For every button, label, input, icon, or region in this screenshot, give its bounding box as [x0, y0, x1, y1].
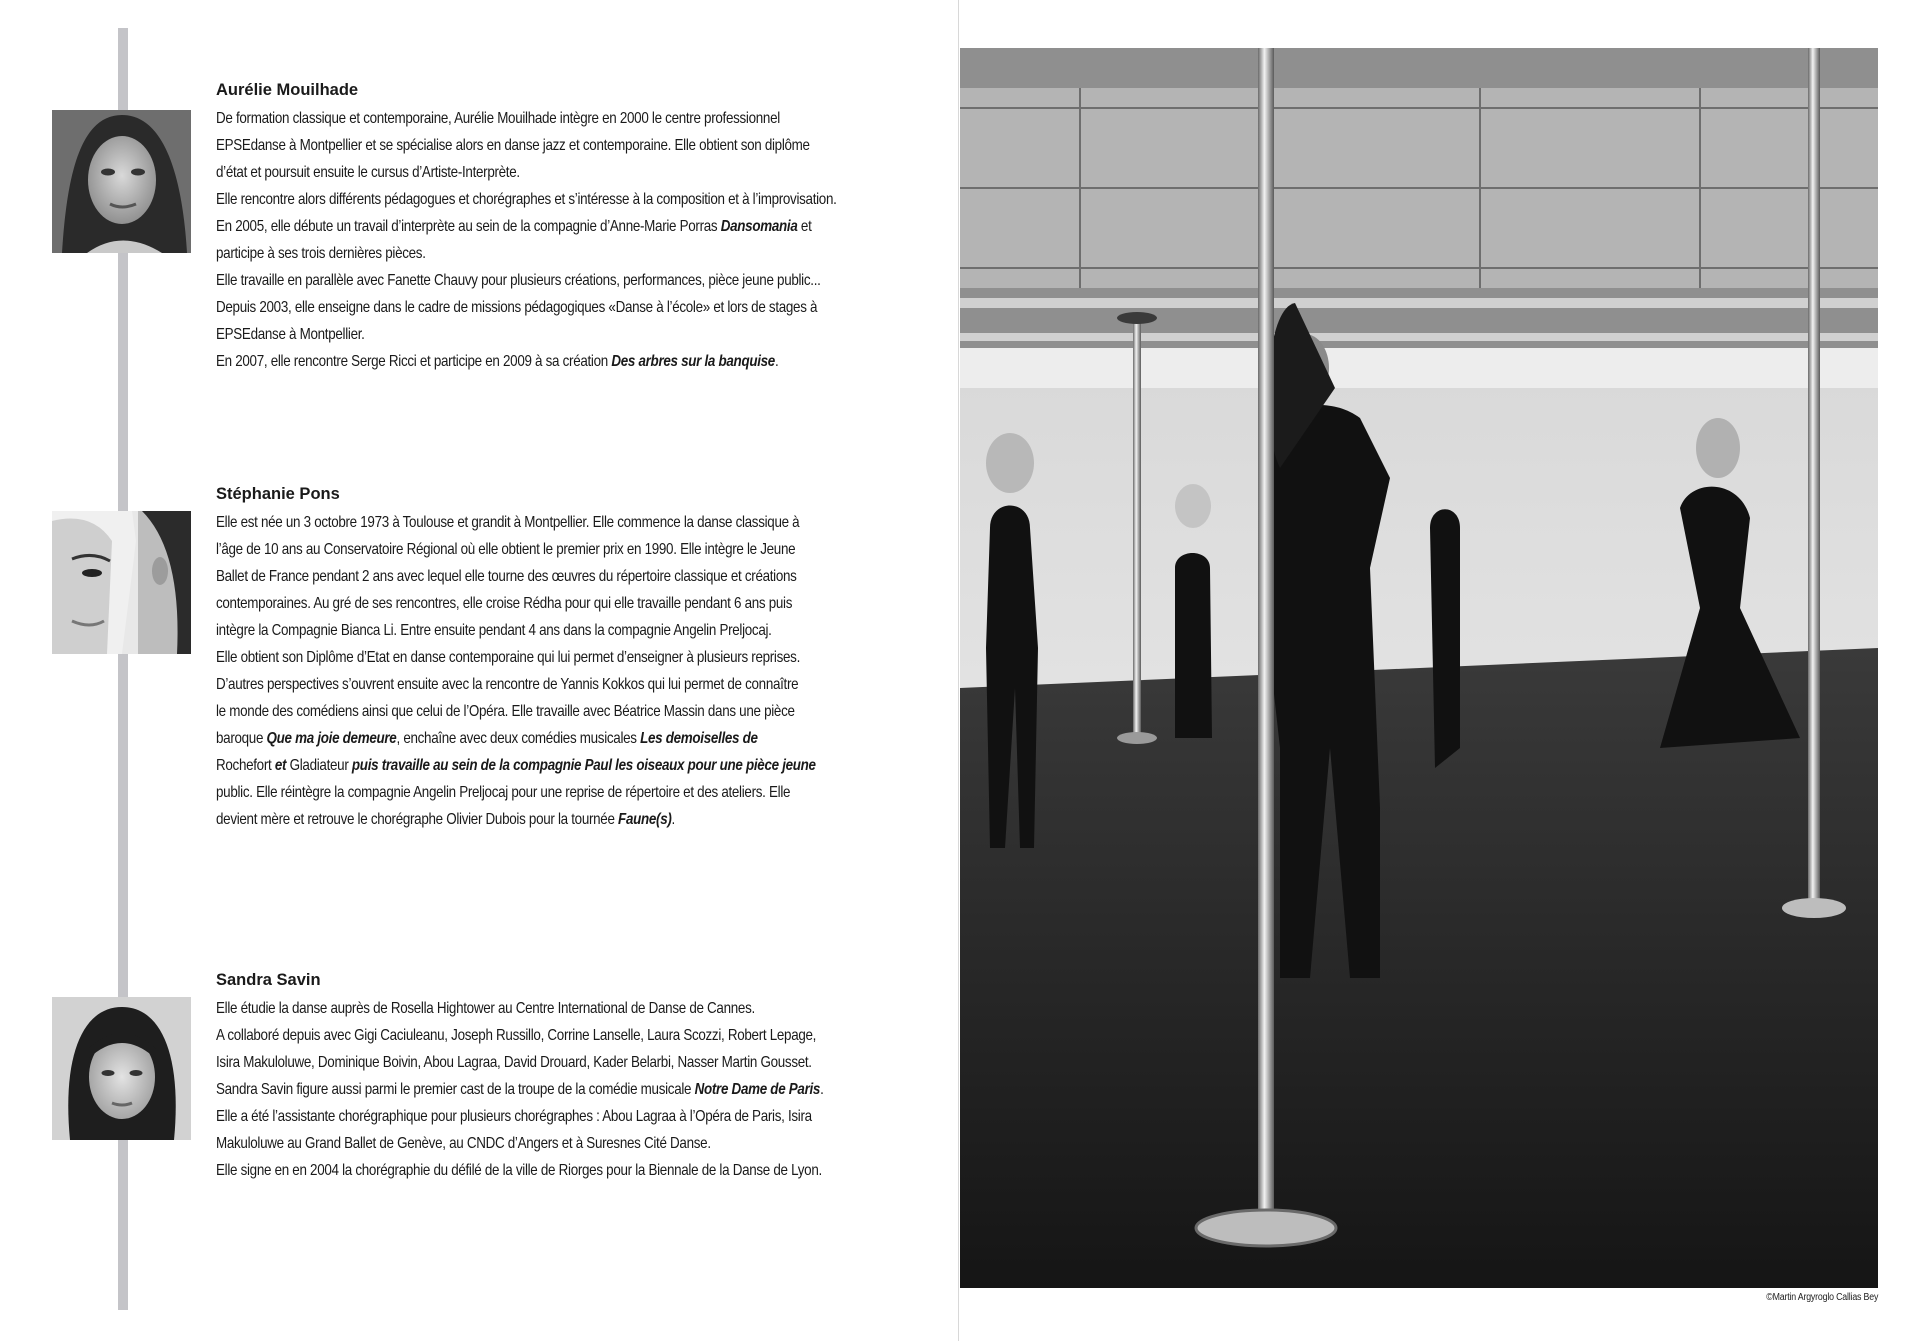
work-title: Dansomania	[720, 218, 798, 235]
portrait-sandra-savin	[52, 997, 191, 1140]
bio-line: Sandra Savin figure aussi parmi le premier cast de la troupe de la comédie musicale Notre Dame de Paris.	[216, 1081, 824, 1098]
bio-line: Makuloluwe au Grand Ballet de Genève, au CNDC d’Angers et à Suresnes Cité Danse.	[216, 1135, 711, 1152]
bio-line: A collaboré depuis avec Gigi Caciuleanu, Joseph Russillo, Corrine Lanselle, Laura Scozzi, Robert Lepage,	[216, 1027, 817, 1044]
bio-line: Elle obtient son Diplôme d’Etat en danse contemporaine qui lui permet d’enseigner à plusieurs reprises.	[216, 649, 801, 666]
bio-line: Rochefort et Gladiateur puis travaille au sein de la compagnie Paul les oiseaux pour une pièce jeune	[216, 757, 816, 774]
bio-entry	[216, 80, 906, 375]
bio-text	[216, 995, 913, 1184]
work-title: Faune(s)	[618, 811, 672, 828]
work-title: Que ma joie demeure	[266, 730, 397, 747]
photo-credit: ©Martin Argyroglo Callias Bey	[1766, 1292, 1878, 1303]
bio-line: le monde des comédiens ainsi que celui de l’Opéra. Elle travaille avec Béatrice Massin dans une pièce	[216, 703, 795, 720]
portrait-stephanie-pons	[52, 511, 191, 654]
work-title: puis travaille au sein de la compagnie Paul les oiseaux pour une pièce jeune	[348, 757, 816, 774]
bio-line: intègre la Compagnie Bianca Li. Entre ensuite pendant 4 ans dans la compagnie Angelin Preljocaj.	[216, 622, 772, 639]
person-name: Stéphanie Pons	[216, 485, 340, 503]
bio-text	[216, 509, 913, 833]
bio-line: Ballet de France pendant 2 ans avec lequel elle tourne des œuvres du répertoire classique et créations	[216, 568, 797, 585]
page-spine	[958, 0, 959, 1341]
bio-line: baroque Que ma joie demeure, enchaîne avec deux comédies musicales Les demoiselles de	[216, 730, 758, 747]
bio-line: l’âge de 10 ans au Conservatoire Régional où elle obtient le premier prix en 1990. Elle intègre le Jeune	[216, 541, 796, 558]
bio-text	[216, 105, 913, 375]
person-name: Aurélie Mouilhade	[216, 81, 359, 99]
bio-entry	[216, 970, 906, 1184]
person-name: Sandra Savin	[216, 971, 321, 989]
work-title: et	[271, 757, 290, 774]
bio-line: d’état et poursuit ensuite le cursus d’Artiste-Interprète.	[216, 164, 520, 181]
bio-line: Elle travaille en parallèle avec Fanette Chauvy pour plusieurs créations, performances, pièce jeune public...	[216, 272, 821, 289]
bio-line: Elle a été l’assistante chorégraphique pour plusieurs chorégraphes : Abou Lagraa à l’Opéra de Paris, Isira	[216, 1108, 812, 1125]
bio-line: Depuis 2003, elle enseigne dans le cadre de missions pédagogiques «Danse à l’école» et lors de stages à	[216, 299, 818, 316]
bio-line: EPSEdanse à Montpellier et se spécialise alors en danse jazz et contemporaine. Elle obtient son diplôme	[216, 137, 810, 154]
work-title: Les demoiselles de	[640, 730, 758, 747]
work-title: Des arbres sur la banquise	[611, 353, 775, 370]
bio-line: participe à ses trois dernières pièces.	[216, 245, 426, 262]
bio-line: Elle est née un 3 octobre 1973 à Toulouse et grandit à Montpellier. Elle commence la danse classique à	[216, 514, 800, 531]
bio-line: public. Elle réintègre la compagnie Angelin Preljocaj pour une reprise de répertoire et des ateliers. Elle	[216, 784, 791, 801]
bio-line: De formation classique et contemporaine, Aurélie Mouilhade intègre en 2000 le centre professionnel	[216, 110, 780, 127]
work-title: Notre Dame de Paris	[694, 1081, 821, 1098]
bio-line: Isira Makuloluwe, Dominique Boivin, Abou Lagraa, David Drouard, Kader Belarbi, Nasser Martin Gousset.	[216, 1054, 812, 1071]
bio-line: Elle étudie la danse auprès de Rosella Hightower au Centre International de Danse de Cannes.	[216, 1000, 755, 1017]
dance-studio-photo	[960, 48, 1878, 1288]
bio-entry	[216, 484, 906, 833]
bio-line: contemporaines. Au gré de ses rencontres, elle croise Rédha pour qui elle travaille pendant 6 ans puis	[216, 595, 793, 612]
bio-line: Elle signe en en 2004 la chorégraphie du défilé de la ville de Riorges pour la Biennale de la Danse de Lyon.	[216, 1162, 822, 1179]
bio-line: En 2005, elle débute un travail d’interprète au sein de la compagnie d’Anne-Marie Porras Dansomania et	[216, 218, 812, 235]
bio-line: D’autres perspectives s’ouvrent ensuite avec la rencontre de Yannis Kokkos qui lui permet de connaître	[216, 676, 799, 693]
bio-line: EPSEdanse à Montpellier.	[216, 326, 365, 343]
bio-line: Elle rencontre alors différents pédagogues et chorégraphes et s’intéresse à la composition et à l’improvisation.	[216, 191, 837, 208]
bio-line: devient mère et retrouve le chorégraphe Olivier Dubois pour la tournée Faune(s).	[216, 811, 675, 828]
bio-line: En 2007, elle rencontre Serge Ricci et participe en 2009 à sa création Des arbres sur la banquise.	[216, 353, 779, 370]
portrait-aurelie-mouilhade	[52, 110, 191, 253]
